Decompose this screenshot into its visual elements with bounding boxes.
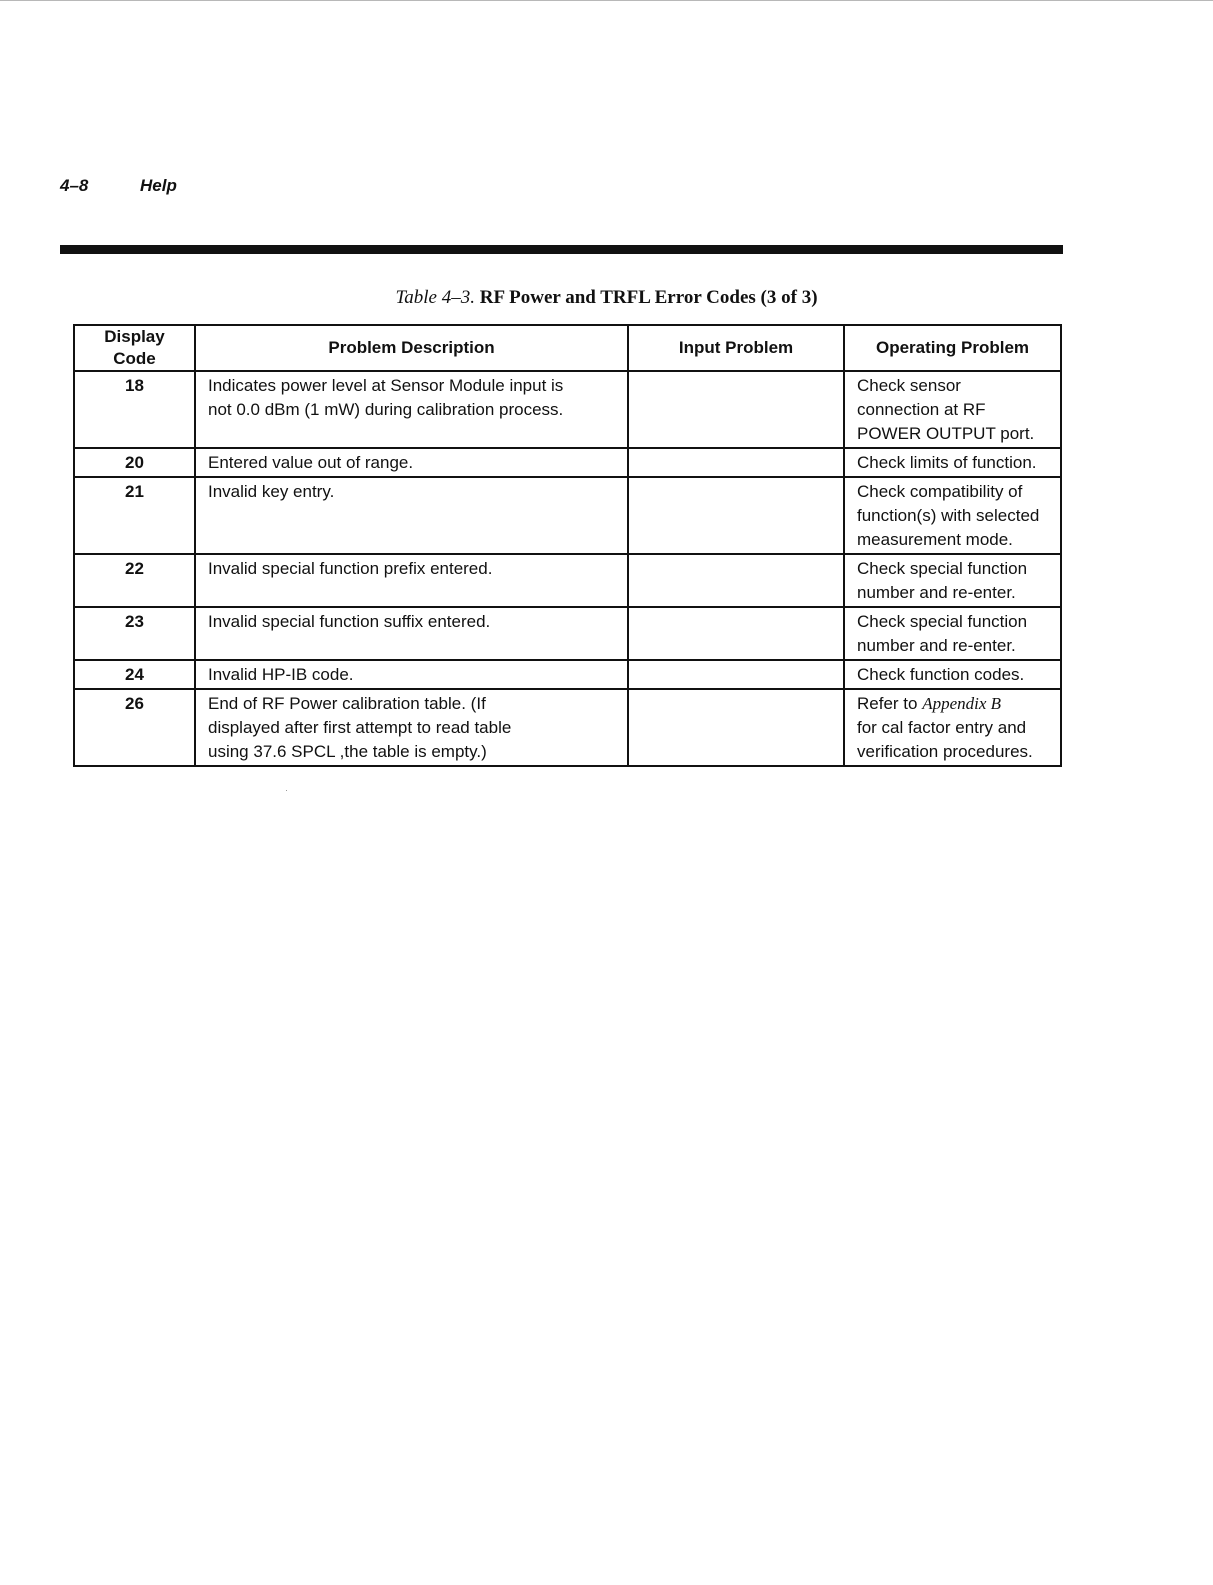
operating-problem: Check compatibility of function(s) with selected measurement mode. xyxy=(844,477,1061,554)
section-title: Help xyxy=(140,176,177,195)
running-head xyxy=(60,176,177,196)
section-number: 4–8 xyxy=(60,176,89,195)
operating-problem: Check function codes. xyxy=(844,660,1061,689)
display-code: 23 xyxy=(74,607,195,660)
problem-description: Entered value out of range. xyxy=(195,448,628,477)
display-code: 18 xyxy=(74,371,195,448)
header-rule xyxy=(60,245,1063,254)
table-row xyxy=(74,448,1061,477)
problem-description: End of RF Power calibration table. (If displayed after first attempt to read table using 37.6 SPCL ,the table is empty.) xyxy=(195,689,628,766)
table-row xyxy=(74,477,1061,554)
operating-problem: Check special function number and re-enter. xyxy=(844,607,1061,660)
input-problem xyxy=(628,660,844,689)
display-code: 24 xyxy=(74,660,195,689)
table-header-row xyxy=(74,325,1061,371)
display-code: 21 xyxy=(74,477,195,554)
caption-title: RF Power and TRFL Error Codes (3 of 3) xyxy=(479,287,818,308)
table-row xyxy=(74,554,1061,607)
col-header-display-code: Display Code xyxy=(74,325,195,371)
table-row xyxy=(74,371,1061,448)
scan-speck xyxy=(286,790,287,791)
table-row xyxy=(74,607,1061,660)
input-problem xyxy=(628,371,844,448)
appendix-reference: Appendix B xyxy=(922,694,1002,713)
error-codes-table xyxy=(73,324,1062,767)
display-code: 20 xyxy=(74,448,195,477)
problem-description: Invalid special function prefix entered. xyxy=(195,554,628,607)
input-problem xyxy=(628,448,844,477)
table-row xyxy=(74,660,1061,689)
display-code: 26 xyxy=(74,689,195,766)
operating-problem: Check sensor connection at RF POWER OUTPUT port. xyxy=(844,371,1061,448)
operating-problem xyxy=(844,689,1061,766)
col-header-input-problem: Input Problem xyxy=(628,325,844,371)
input-problem xyxy=(628,607,844,660)
input-problem xyxy=(628,689,844,766)
col-header-problem-description: Problem Description xyxy=(195,325,628,371)
caption-label: Table 4–3. xyxy=(395,287,475,308)
operating-problem: Check limits of function. xyxy=(844,448,1061,477)
operating-rest: for cal factor entry and verification procedures. xyxy=(857,718,1033,761)
col-header-operating-problem: Operating Problem xyxy=(844,325,1061,371)
problem-description: Invalid key entry. xyxy=(195,477,628,554)
input-problem xyxy=(628,554,844,607)
table-caption xyxy=(0,287,1213,309)
page-top-edge xyxy=(0,0,1213,1)
operating-problem: Check special function number and re-enter. xyxy=(844,554,1061,607)
display-code: 22 xyxy=(74,554,195,607)
input-problem xyxy=(628,477,844,554)
table-row xyxy=(74,689,1061,766)
problem-description: Indicates power level at Sensor Module input is not 0.0 dBm (1 mW) during calibration process. xyxy=(195,371,628,448)
operating-prefix: Refer to xyxy=(857,694,918,713)
problem-description: Invalid HP-IB code. xyxy=(195,660,628,689)
problem-description: Invalid special function suffix entered. xyxy=(195,607,628,660)
